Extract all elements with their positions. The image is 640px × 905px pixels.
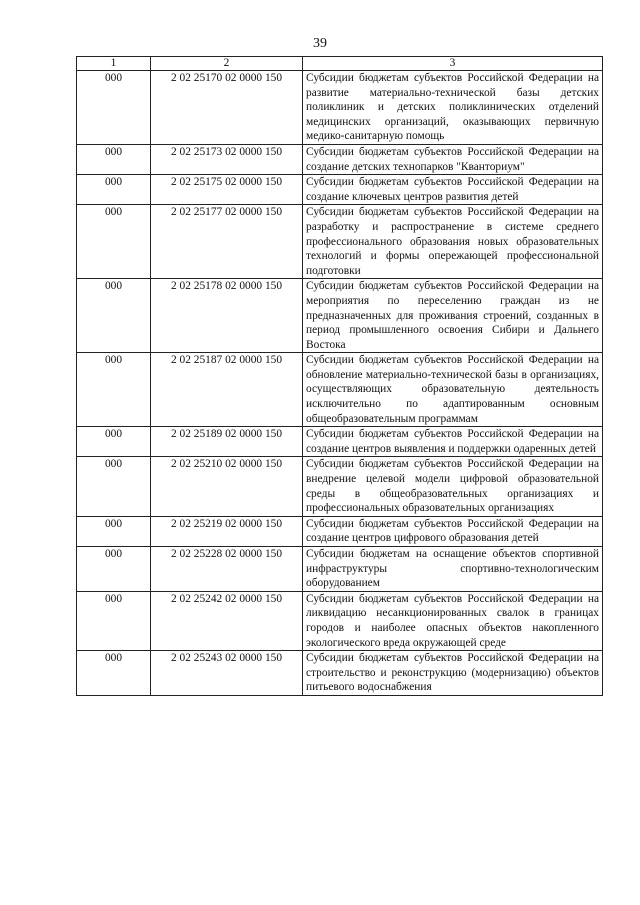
budget-code-cell: 2 02 25170 02 0000 150	[151, 71, 303, 145]
table-row	[77, 353, 603, 427]
admin-code-cell: 000	[77, 547, 151, 592]
column-header-2: 2	[151, 57, 303, 71]
table-row	[77, 651, 603, 696]
column-header-3: 3	[303, 57, 603, 71]
income-name-cell: Субсидии бюджетам субъектов Российской Федерации на создание центров выявления и поддержки одаренных детей	[303, 427, 603, 457]
income-name-cell: Субсидии бюджетам субъектов Российской Федерации на создание центров цифрового образования детей	[303, 516, 603, 546]
admin-code-cell: 000	[77, 71, 151, 145]
table-row	[77, 144, 603, 174]
budget-code-cell: 2 02 25189 02 0000 150	[151, 427, 303, 457]
income-name-cell: Субсидии бюджетам субъектов Российской Федерации на строительство и реконструкцию (модернизацию) объектов питьевого водоснабжения	[303, 651, 603, 696]
budget-code-cell: 2 02 25219 02 0000 150	[151, 516, 303, 546]
income-name-cell: Субсидии бюджетам субъектов Российской Федерации на внедрение целевой модели цифровой образовательной среды в общеобразовательных организациях и профессиональных образовательных организациях	[303, 457, 603, 516]
table-header-row	[77, 57, 603, 71]
income-name-cell: Субсидии бюджетам субъектов Российской Федерации на создание ключевых центров развития детей	[303, 175, 603, 205]
table-row	[77, 71, 603, 145]
budget-code-cell: 2 02 25228 02 0000 150	[151, 547, 303, 592]
budget-code-cell: 2 02 25175 02 0000 150	[151, 175, 303, 205]
income-name-cell: Субсидии бюджетам субъектов Российской Федерации на разработку и распространение в системе среднего профессионального образования новых образовательных технологий и формы опережающей профессиональной подготовки	[303, 205, 603, 279]
admin-code-cell: 000	[77, 516, 151, 546]
income-name-cell: Субсидии бюджетам субъектов Российской Федерации на создание детских технопарков "Кванториум"	[303, 144, 603, 174]
admin-code-cell: 000	[77, 427, 151, 457]
admin-code-cell: 000	[77, 144, 151, 174]
admin-code-cell: 000	[77, 457, 151, 516]
table-row	[77, 547, 603, 592]
budget-code-cell: 2 02 25173 02 0000 150	[151, 144, 303, 174]
income-name-cell: Субсидии бюджетам субъектов Российской Федерации на мероприятия по переселению граждан из не предназначенных для проживания строений, созданных в период промышленного освоения Сибири и Дальнего Востока	[303, 279, 603, 353]
income-name-cell: Субсидии бюджетам субъектов Российской Федерации на развитие материально-технической базы детских поликлиник и детских поликлинических отделений медицинских организаций, оказывающих первичную медико-санитарную помощь	[303, 71, 603, 145]
table-row	[77, 427, 603, 457]
table-row	[77, 457, 603, 516]
admin-code-cell: 000	[77, 279, 151, 353]
admin-code-cell: 000	[77, 591, 151, 650]
income-name-cell: Субсидии бюджетам субъектов Российской Федерации на ликвидацию несанкционированных свалок в границах городов и наиболее опасных объектов накопленного экологического вреда окружающей среде	[303, 591, 603, 650]
table-row	[77, 516, 603, 546]
budget-code-cell: 2 02 25210 02 0000 150	[151, 457, 303, 516]
budget-code-cell: 2 02 25177 02 0000 150	[151, 205, 303, 279]
admin-code-cell: 000	[77, 205, 151, 279]
admin-code-cell: 000	[77, 651, 151, 696]
budget-code-cell: 2 02 25187 02 0000 150	[151, 353, 303, 427]
table-row	[77, 175, 603, 205]
budget-classification-table	[76, 56, 603, 696]
budget-code-cell: 2 02 25242 02 0000 150	[151, 591, 303, 650]
budget-code-cell: 2 02 25178 02 0000 150	[151, 279, 303, 353]
budget-code-cell: 2 02 25243 02 0000 150	[151, 651, 303, 696]
admin-code-cell: 000	[77, 175, 151, 205]
table-row	[77, 279, 603, 353]
income-name-cell: Субсидии бюджетам на оснащение объектов спортивной инфраструктуры спортивно-технологическим оборудованием	[303, 547, 603, 592]
column-header-1: 1	[77, 57, 151, 71]
table-row	[77, 205, 603, 279]
table-row	[77, 591, 603, 650]
admin-code-cell: 000	[77, 353, 151, 427]
income-name-cell: Субсидии бюджетам субъектов Российской Федерации на обновление материально-технической базы в организациях, осуществляющих образовательную деятельность исключительно по адаптированным основным общеобразовательным программам	[303, 353, 603, 427]
page-number: 39	[313, 36, 327, 51]
